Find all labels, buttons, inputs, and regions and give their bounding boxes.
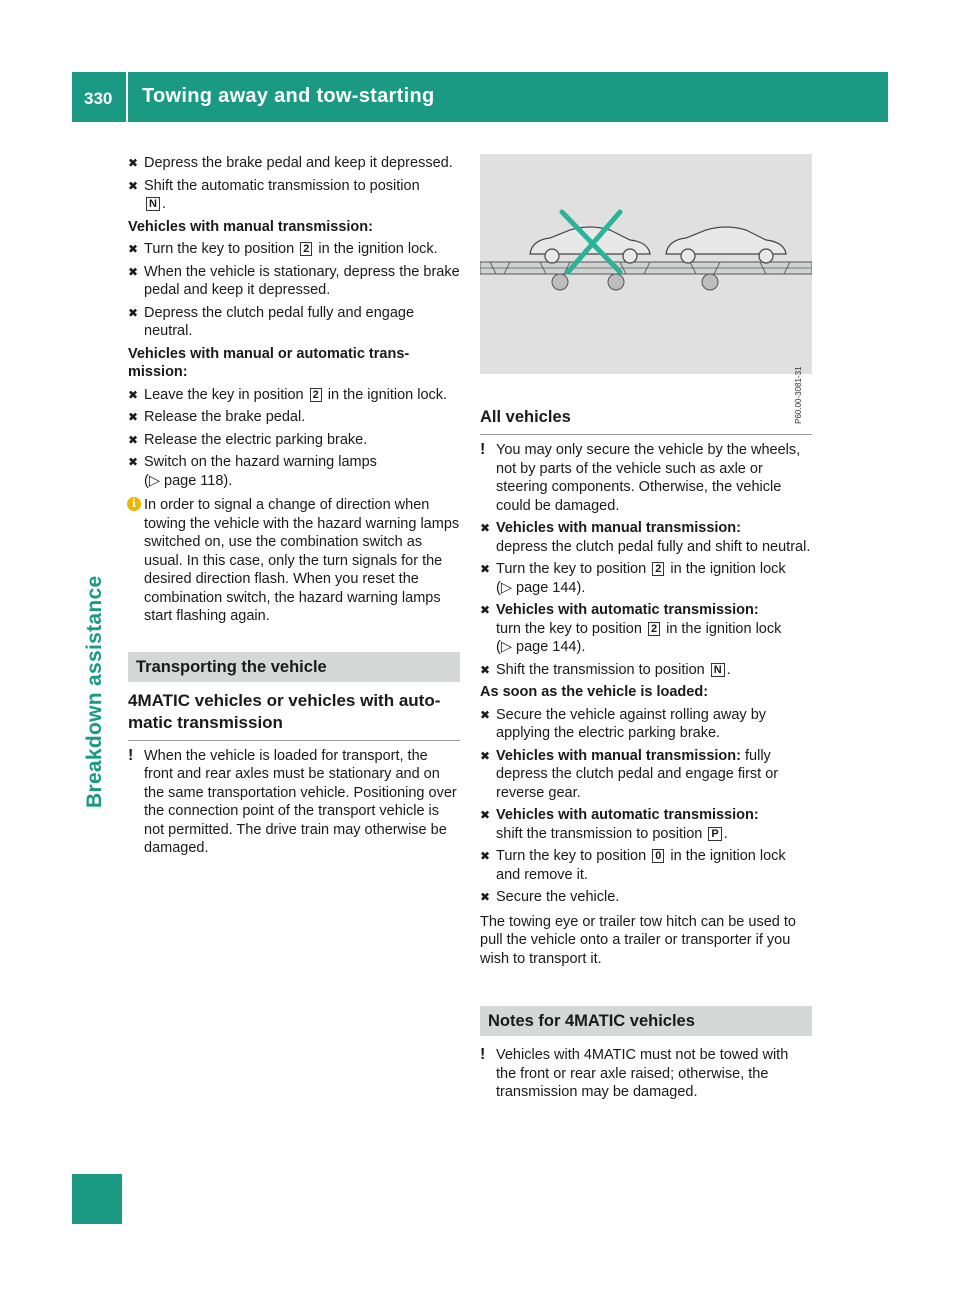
step-leave-key [128,386,460,405]
step-text: in the ignition lock. [318,241,438,257]
step-arrow-icon: ✖ [480,707,491,722]
step-arrow-icon: ✖ [128,410,139,424]
side-section-label-text: Breakdown assistance [83,575,106,808]
step-turn-key [480,560,812,597]
section-band-transporting: Transporting the vehicle [128,652,460,682]
step-arrow-icon: ✖ [128,305,139,320]
wheel-bogie-icon [552,274,718,290]
step-text: Depress the brake pedal and keep it depressed. [144,155,453,171]
step-arrow-icon: ✖ [480,890,491,904]
warning-icon: ! [128,746,134,764]
key-0-symbol: 0 [652,849,664,863]
loaded-heading: As soon as the vehicle is loaded: [480,684,709,700]
step-text: in the ignition lock [666,620,782,637]
step-text: Switch on the hazard warning lamps [144,454,377,470]
step-text: Turn the key to position [496,848,647,864]
side-section-label [83,575,106,808]
step-manual-clutch-neutral [480,519,812,556]
step-arrow-icon: ✖ [128,264,139,279]
step-secure-vehicle [480,888,812,907]
side-tab-block [72,1174,122,1224]
step-bold-text: Vehicles with automatic transmission: [496,602,759,618]
step-arrow-icon: ✖ [128,432,139,447]
step-arrow-icon: ✖ [128,178,139,193]
step-text: fully depress the clutch pedal and engage first or reverse gear. [496,747,779,801]
step-remove-key [480,847,812,884]
key-n-symbol: N [711,663,725,677]
step-arrow-icon: ✖ [128,387,139,402]
right-column [480,154,812,1106]
warning-note [128,747,460,858]
note-text: In order to signal a change of direction when towing the vehicle with the hazard warning lamps switched on, use the combination switch as usual. In this case, only the turn signals for the desired direction flash. When you reset the combination switch, the hazard warning lamps start flashing again. [144,497,460,624]
info-note [128,496,460,626]
step-text: turn the key to position [496,620,642,637]
page-number: 330 [84,89,113,108]
key-n-symbol: N [146,197,160,211]
step-arrow-icon: ✖ [480,808,491,822]
step-text: Turn the key to position [144,241,295,257]
note-text: You may only secure the vehicle by the wheels, not by parts of the vehicle such as axle or steering components. Otherwise, the vehicle could be damaged. [496,442,801,514]
step-arrow-icon: ✖ [128,242,139,256]
step-text: depress the clutch pedal fully and shift to neutral. [496,538,811,555]
step-text: Release the electric parking brake. [144,431,368,448]
page-header [72,72,888,122]
step-text: in the ignition lock and remove it. [496,848,786,883]
step-manual-gear [480,747,812,803]
step-arrow-icon: ✖ [128,455,139,469]
step-arrow-icon: ✖ [480,521,491,535]
car-right-icon [666,227,786,263]
step-release-parking-brake [128,431,460,450]
warning-icon: ! [480,1046,486,1063]
step-shift-neutral: ✖ Shift the transmission to position N . [480,661,731,678]
step-arrow-icon: ✖ [480,662,491,677]
all-vehicles-heading: All vehicles [480,406,812,435]
step-text: in the ignition lock. [327,386,448,403]
note-text: When the vehicle is loaded for transport, the front and rear axles must be stationary and on the same transportation vehicle. Positioning over the connection point of the transport vehicle is not permitted. The drive train may otherwise be damaged. [144,747,457,856]
manual-heading: Vehicles with manual transmission: [128,218,373,235]
step-text: in the ignition lock [670,561,786,577]
step-text: Shift the automatic transmission to position [144,177,420,194]
transport-illustration [480,154,812,374]
header-divider [126,72,128,122]
step-text: Depress the clutch pedal fully and engage neutral. [144,304,415,339]
both-heading: Vehicles with manual or automatic trans- mission: [128,345,410,380]
step-arrow-icon: ✖ [128,156,139,170]
key-p-symbol: P [708,827,721,841]
matic-heading: 4MATIC vehicles or vehicles with auto- matic transmission [128,690,460,741]
note-text: Vehicles with 4MATIC must not be towed with the front or rear axle raised; otherwise, the transmission may be damaged. [496,1047,789,1100]
step-text: Shift the transmission to position [496,661,705,678]
step-arrow-icon: ✖ [480,748,491,763]
step-bold-text: Vehicles with automatic transmission: [496,807,759,823]
warning-note [480,441,812,515]
step-text: Release the brake pedal. [144,409,306,425]
page-reference-link[interactable]: (▷ page 144). [496,579,586,596]
warning-icon: ! [480,441,486,458]
step-text: Secure the vehicle. [496,889,620,905]
step-bold-text: Vehicles with manual transmission: [496,747,741,764]
step-text: When the vehicle is stationary, depress the brake pedal and keep it depressed. [144,263,460,298]
step-text: Leave the key in position [144,386,304,403]
step-automatic-key [480,601,812,657]
key-2-symbol: 2 [648,622,660,636]
left-column [128,154,460,862]
page-title: Towing away and tow-starting [142,85,435,107]
step-shift-n: ✖ Shift the automatic transmission to position N . [128,177,420,212]
step-manual-key [128,240,460,259]
step-automatic-park: ✖ Vehicles with automatic transmission: shift the transmission to position P . [480,807,759,842]
step-bold-text: Vehicles with manual transmission: [496,520,741,536]
key-2-symbol: 2 [300,242,312,256]
figure-code: P60.00-3081-31 [793,366,803,424]
step-secure-rolling [480,706,812,743]
step-text: Turn the key to position [496,561,647,577]
step-manual-stationary [128,263,460,300]
page-reference-link[interactable]: (▷ page 144). [496,639,586,655]
step-arrow-icon: ✖ [480,603,491,617]
step-arrow-icon: ✖ [480,849,491,863]
step-release-brake [128,408,460,427]
section-band-4matic-notes: Notes for 4MATIC vehicles [480,1006,812,1036]
towing-paragraph: The towing eye or trailer tow hitch can be used to pull the vehicle onto a trailer or transporter if you wish to transport it. [480,913,796,967]
step-arrow-icon: ✖ [480,562,491,576]
step-depress-brake [128,154,460,173]
step-text: shift the transmission to position [496,825,703,842]
step-manual-clutch [128,304,460,341]
step-hazard-lamps [128,453,460,490]
key-2-symbol: 2 [652,562,664,576]
warning-note [480,1046,812,1102]
step-text: Secure the vehicle against rolling away by applying the electric parking brake. [496,706,767,741]
info-icon: i [127,497,141,511]
key-2-symbol: 2 [310,388,322,402]
page-reference-link[interactable]: (▷ page 118). [144,472,233,489]
